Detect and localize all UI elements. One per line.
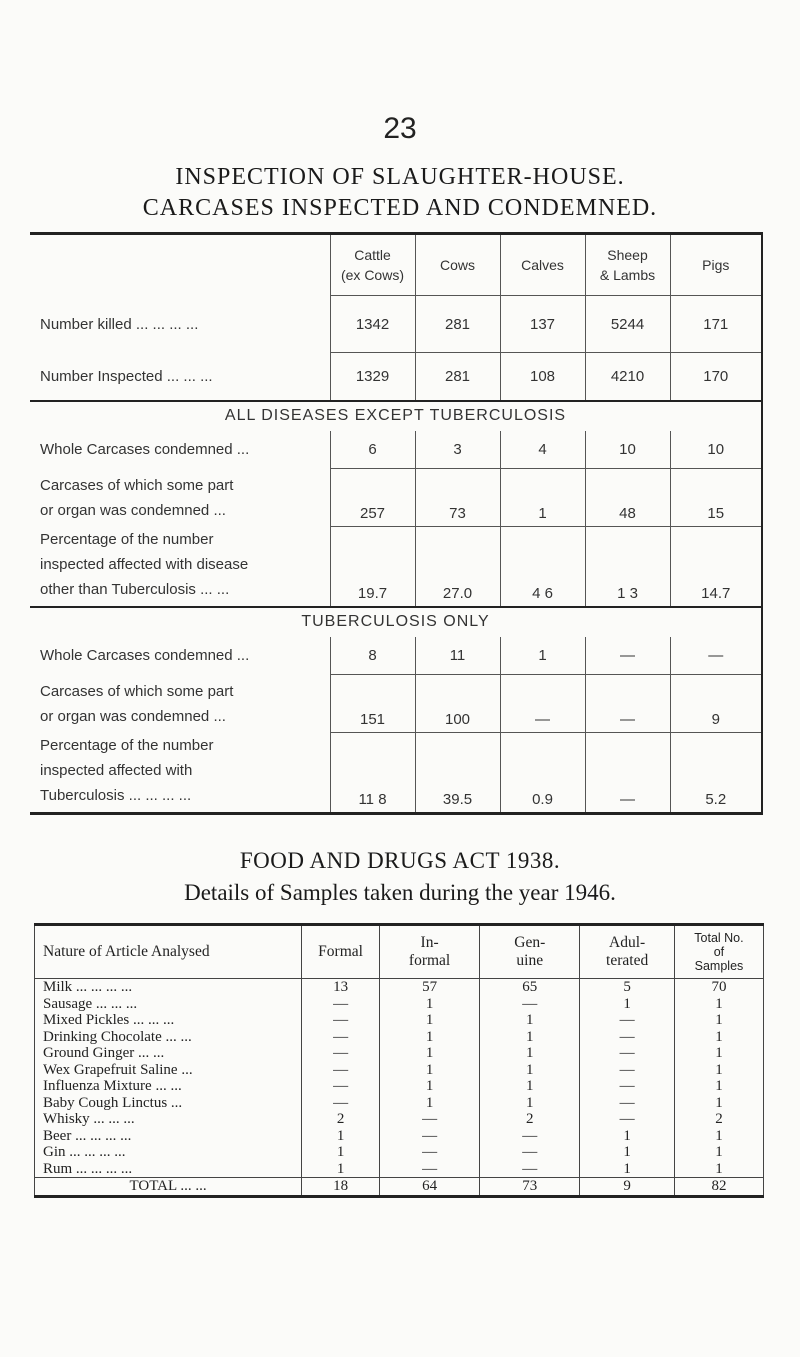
total-label: TOTAL ... ... xyxy=(35,1178,302,1197)
column-header xyxy=(330,234,415,296)
column-header-line: (ex Cows) xyxy=(340,267,404,283)
row-label-line: or organ was condemned ... xyxy=(40,707,226,725)
number-killed-row xyxy=(30,296,762,353)
total-count: 1 xyxy=(674,1012,763,1029)
header-line: Total No. xyxy=(694,931,744,945)
value-cell: 1 3 xyxy=(585,527,670,607)
value-cell: 5244 xyxy=(585,296,670,353)
article-name: Baby Cough Linctus ... xyxy=(43,1094,183,1111)
genuine-count: — xyxy=(480,1128,580,1145)
page-number: 23 xyxy=(383,112,417,145)
adulterated-count: — xyxy=(580,1111,675,1128)
value-cell: 4 6 xyxy=(500,527,585,607)
row-label-line: Percentage of the number xyxy=(40,530,214,548)
informal-count: — xyxy=(380,1161,480,1178)
carcases-header-row xyxy=(30,234,762,296)
value-cell: 281 xyxy=(415,353,500,401)
value-cell: 108 xyxy=(500,353,585,401)
row-label xyxy=(30,469,330,527)
value-cell: 151 xyxy=(330,675,415,733)
row-label-line: inspected affected with disease xyxy=(40,555,249,573)
value-cell: 8 xyxy=(330,637,415,675)
value-cell: 15 xyxy=(670,469,762,527)
column-header xyxy=(500,234,585,296)
value-cell: 5.2 xyxy=(670,733,762,814)
header-line: formal xyxy=(408,952,451,969)
formal-count: 2 xyxy=(302,1111,380,1128)
section-heading-row xyxy=(30,401,762,431)
total-count: 1 xyxy=(674,1062,763,1079)
value-cell: 6 xyxy=(330,431,415,469)
row-label: Whole Carcases condemned ... xyxy=(40,441,250,458)
row-label-line: Tuberculosis ... ... ... ... xyxy=(40,786,192,804)
value-cell: 48 xyxy=(585,469,670,527)
value-cell: 1 xyxy=(500,637,585,675)
data-row xyxy=(30,733,762,814)
value-cell: 14.7 xyxy=(670,527,762,607)
row-label-line: Carcases of which some part xyxy=(40,682,234,700)
column-header xyxy=(670,234,762,296)
genuine-count: 1 xyxy=(480,1095,580,1112)
genuine-count: — xyxy=(480,996,580,1013)
row-label-line: other than Tuberculosis ... ... xyxy=(40,580,230,598)
total-count: 1 xyxy=(674,1095,763,1112)
value-cell: 11 8 xyxy=(330,733,415,814)
total-genuine: 73 xyxy=(480,1178,580,1197)
formal-count: — xyxy=(302,1095,380,1112)
column-header-line: Cows xyxy=(439,257,475,273)
column-header-line: Pigs xyxy=(702,257,730,273)
formal-count: — xyxy=(302,1078,380,1095)
genuine-count: 2 xyxy=(480,1111,580,1128)
genuine-count: — xyxy=(480,1144,580,1161)
formal-count: — xyxy=(302,1062,380,1079)
article-name: Milk ... ... ... ... xyxy=(43,979,133,995)
article-name: Gin ... ... ... ... xyxy=(43,1144,126,1160)
header-line: In- xyxy=(420,934,439,951)
total-row xyxy=(35,1178,764,1197)
adulterated-count: — xyxy=(580,1095,675,1112)
total-count: 1 xyxy=(674,1029,763,1046)
value-cell: 1329 xyxy=(330,353,415,401)
article-header: Nature of Article Analysed xyxy=(35,925,302,979)
column-header-line: Calves xyxy=(521,257,564,273)
section-heading: TUBERCULOSIS ONLY xyxy=(301,613,490,630)
value-cell: — xyxy=(585,733,670,814)
value-cell: 171 xyxy=(670,296,762,353)
value-cell: 19.7 xyxy=(330,527,415,607)
data-row xyxy=(30,675,762,733)
article-name: Wex Grapefruit Saline ... xyxy=(43,1061,193,1078)
article-name: Beer ... ... ... ... xyxy=(43,1127,132,1144)
value-cell: 10 xyxy=(670,431,762,469)
total-count: 1 xyxy=(674,1045,763,1062)
total-count: 1 xyxy=(674,1128,763,1145)
value-cell: 11 xyxy=(415,637,500,675)
column-header-line: Cattle xyxy=(354,247,391,263)
formal-count: 1 xyxy=(302,1144,380,1161)
number-inspected-row xyxy=(30,353,762,401)
article-name: Sausage ... ... ... xyxy=(43,995,138,1012)
genuine-count: 1 xyxy=(480,1012,580,1029)
formal-count: 13 xyxy=(302,979,380,996)
article-name: Mixed Pickles ... ... ... xyxy=(43,1012,175,1028)
total-adulterated: 9 xyxy=(580,1178,675,1197)
adulterated-count: 5 xyxy=(580,979,675,996)
sample-row xyxy=(35,1128,764,1145)
genuine-header xyxy=(480,925,580,979)
data-row xyxy=(30,431,762,469)
article-name: Whisky ... ... ... xyxy=(43,1111,135,1127)
carcases-table xyxy=(30,232,763,815)
total-count: 1 xyxy=(674,1144,763,1161)
sample-row xyxy=(35,1045,764,1062)
header-line: of xyxy=(713,945,725,959)
informal-count: 1 xyxy=(380,1062,480,1079)
informal-count: 1 xyxy=(380,1078,480,1095)
informal-count: 1 xyxy=(380,1095,480,1112)
row-label xyxy=(30,527,330,607)
informal-count: 1 xyxy=(380,996,480,1013)
informal-count: 1 xyxy=(380,1029,480,1046)
total-count: 1 xyxy=(674,1161,763,1178)
genuine-count: 1 xyxy=(480,1062,580,1079)
adulterated-count: — xyxy=(580,1062,675,1079)
adulterated-count: — xyxy=(580,1012,675,1029)
value-cell: 73 xyxy=(415,469,500,527)
row-label-line: inspected affected with xyxy=(40,761,193,779)
adulterated-count: — xyxy=(580,1045,675,1062)
value-cell: 257 xyxy=(330,469,415,527)
value-cell: 4 xyxy=(500,431,585,469)
value-cell: — xyxy=(670,637,762,675)
value-cell: 1342 xyxy=(330,296,415,353)
row-label: Whole Carcases condemned ... xyxy=(40,647,250,664)
value-cell: 1 xyxy=(500,469,585,527)
value-cell: 0.9 xyxy=(500,733,585,814)
column-header-line: Sheep xyxy=(607,247,648,263)
row-label-line: or organ was condemned ... xyxy=(40,501,226,519)
informal-count: — xyxy=(380,1144,480,1161)
article-name: Ground Ginger ... ... xyxy=(43,1045,165,1061)
total-count: 1 xyxy=(674,1078,763,1095)
inspection-title: INSPECTION OF SLAUGHTER-HOUSE. xyxy=(175,164,625,190)
header-line: Gen- xyxy=(514,934,546,951)
total-informal: 64 xyxy=(380,1178,480,1197)
row-label xyxy=(30,675,330,733)
sample-row xyxy=(35,996,764,1013)
adulterated-count: — xyxy=(580,1029,675,1046)
value-cell: 100 xyxy=(415,675,500,733)
article-name: Drinking Chocolate ... ... xyxy=(43,1028,192,1045)
adulterated-count: 1 xyxy=(580,1128,675,1145)
value-cell: 9 xyxy=(670,675,762,733)
adulterated-count: 1 xyxy=(580,1144,675,1161)
samples-table xyxy=(34,923,764,1198)
formal-count: — xyxy=(302,1029,380,1046)
adulterated-count: 1 xyxy=(580,996,675,1013)
informal-count: 57 xyxy=(380,979,480,996)
row-label: Number killed ... ... ... ... xyxy=(40,315,199,333)
article-name: Influenza Mixture ... ... xyxy=(43,1078,182,1094)
sample-row xyxy=(35,1111,764,1128)
total-samples: 82 xyxy=(674,1178,763,1197)
header-line: terated xyxy=(606,952,649,969)
header-blank xyxy=(30,234,330,296)
row-label-line: Carcases of which some part xyxy=(40,476,234,494)
adulterated-header xyxy=(580,925,675,979)
informal-count: 1 xyxy=(380,1045,480,1062)
header-line: Samples xyxy=(694,959,744,973)
genuine-count: 65 xyxy=(480,979,580,996)
samples-header-row xyxy=(35,925,764,979)
formal-count: — xyxy=(302,996,380,1013)
section-heading: ALL DISEASES EXCEPT TUBERCULOSIS xyxy=(224,407,567,424)
informal-header xyxy=(380,925,480,979)
column-header-line: & Lambs xyxy=(599,267,656,283)
section-heading-row xyxy=(30,607,762,637)
samples-body xyxy=(35,979,764,1178)
sample-row xyxy=(35,1095,764,1112)
data-row xyxy=(30,637,762,675)
row-label xyxy=(30,733,330,814)
header-line: uine xyxy=(516,952,544,969)
food-drugs-title: FOOD AND DRUGS ACT 1938. xyxy=(239,848,561,873)
inspection-subtitle: CARCASES INSPECTED AND CONDEMNED. xyxy=(142,195,658,221)
genuine-count: — xyxy=(480,1161,580,1178)
sample-row xyxy=(35,1012,764,1029)
adulterated-count: — xyxy=(580,1078,675,1095)
value-cell: 39.5 xyxy=(415,733,500,814)
value-cell: 10 xyxy=(585,431,670,469)
formal-count: — xyxy=(302,1012,380,1029)
total-count: 70 xyxy=(674,979,763,996)
value-cell: 3 xyxy=(415,431,500,469)
total-formal: 18 xyxy=(302,1178,380,1197)
article-name: Rum ... ... ... ... xyxy=(43,1160,133,1177)
value-cell: 137 xyxy=(500,296,585,353)
total-count: 2 xyxy=(674,1111,763,1128)
value-cell: 27.0 xyxy=(415,527,500,607)
sample-row xyxy=(35,1161,764,1178)
formal-count: — xyxy=(302,1045,380,1062)
data-row xyxy=(30,469,762,527)
header-line: Adul- xyxy=(609,934,646,951)
column-header xyxy=(415,234,500,296)
row-label-line: Percentage of the number xyxy=(40,736,214,754)
row-label: Number Inspected ... ... ... xyxy=(40,367,213,385)
value-cell: 4210 xyxy=(585,353,670,401)
total-samples-header xyxy=(674,925,763,979)
informal-count: — xyxy=(380,1111,480,1128)
sample-row xyxy=(35,1029,764,1046)
value-cell: — xyxy=(585,675,670,733)
sample-row xyxy=(35,979,764,996)
value-cell: — xyxy=(500,675,585,733)
data-row xyxy=(30,527,762,607)
formal-count: 1 xyxy=(302,1128,380,1145)
value-cell: 281 xyxy=(415,296,500,353)
sample-row xyxy=(35,1144,764,1161)
food-drugs-subtitle: Details of Samples taken during the year 1946. xyxy=(184,880,616,905)
total-count: 1 xyxy=(674,996,763,1013)
informal-count: 1 xyxy=(380,1012,480,1029)
formal-header: Formal xyxy=(302,925,380,979)
adulterated-count: 1 xyxy=(580,1161,675,1178)
value-cell: 170 xyxy=(670,353,762,401)
genuine-count: 1 xyxy=(480,1078,580,1095)
value-cell: — xyxy=(585,637,670,675)
sample-row xyxy=(35,1078,764,1095)
informal-count: — xyxy=(380,1128,480,1145)
sample-row xyxy=(35,1062,764,1079)
genuine-count: 1 xyxy=(480,1045,580,1062)
column-header xyxy=(585,234,670,296)
formal-count: 1 xyxy=(302,1161,380,1178)
genuine-count: 1 xyxy=(480,1029,580,1046)
